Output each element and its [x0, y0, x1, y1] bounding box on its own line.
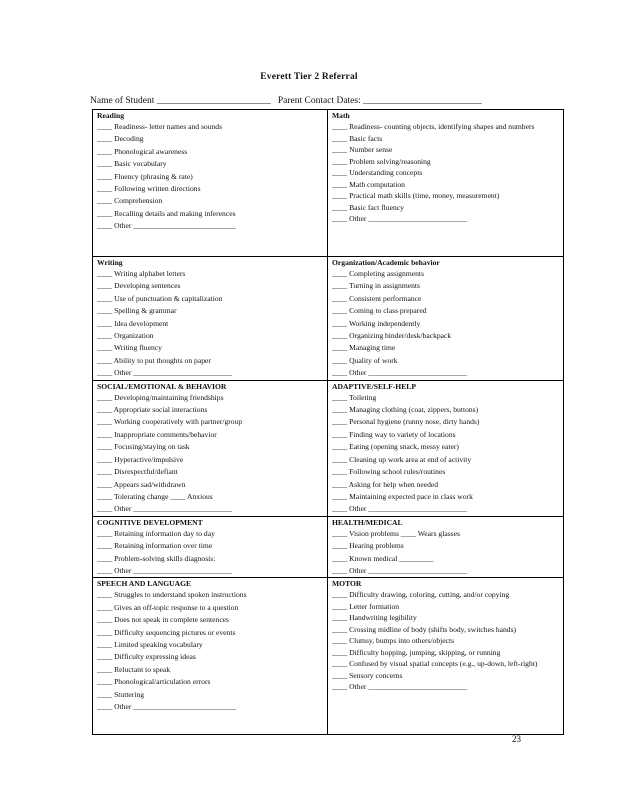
checklist-item[interactable]: ____ Disrespectful/defiant [97, 467, 178, 477]
checklist-item[interactable]: ____ Difficulty hopping, jumping, skipping, or running [332, 647, 501, 657]
checklist-item[interactable]: ____ Hyperactive/impulsive [97, 454, 184, 464]
checklist-item[interactable]: ____ Hearing problems [332, 541, 404, 551]
checklist-item[interactable]: ____ Personal hygiene (runny nose, dirty hands) [332, 417, 480, 427]
checklist-item[interactable]: ____ Does not speak in complete sentences [97, 615, 230, 625]
checklist-item[interactable]: ____ Other __________________________ [97, 368, 232, 378]
checklist-item[interactable]: ____ Organization [97, 331, 154, 341]
adaptive-self-help-section [328, 380, 564, 516]
checklist-item[interactable]: ____ Understanding concepts [332, 168, 423, 177]
cognitive-development-section [93, 516, 328, 578]
checklist-item[interactable]: ____ Problem-solving skills diagnosis: [97, 553, 216, 563]
checklist-item[interactable]: ____ Struggles to understand spoken instructions [97, 590, 247, 600]
checklist-item[interactable]: ____ Problem solving/reasoning [332, 156, 431, 166]
checklist-item[interactable]: ____ Phonological awareness [97, 146, 188, 156]
checklist-item[interactable]: ____ Maintaining expected pace in class work [332, 491, 473, 501]
checklist-item[interactable]: ____ Confused by visual spatial concepts (e.g., up-down, left-right) [332, 659, 538, 669]
checklist-item[interactable]: ____ Appears sad/withdrawn [97, 479, 186, 489]
checklist-item[interactable]: ____ Developing/maintaining friendships [97, 392, 224, 402]
checklist-item[interactable]: ____ Other ___________________________ [97, 221, 236, 231]
section-title: Organization/Academic behavior [332, 258, 440, 267]
section-title: MOTOR [332, 579, 362, 589]
checklist-item[interactable]: ____ Readiness- counting objects, identifying shapes and numbers [332, 122, 535, 131]
reading-section [93, 110, 328, 257]
checklist-item[interactable]: ____ Letter formation [332, 601, 400, 611]
checklist-item[interactable]: ____ Developing sentences [97, 281, 181, 291]
writing-section [93, 257, 328, 381]
checklist-item[interactable]: ____ Vision problems ____ Wears glasses [332, 528, 460, 538]
checklist-item[interactable]: ____ Reluctant to speak [97, 664, 171, 674]
checklist-item[interactable]: ____ Recalling details and making inferences [97, 208, 236, 218]
checklist-item[interactable]: ____ Clumsy, bumps into others/objects [332, 636, 455, 646]
checklist-item[interactable]: ____ Difficulty sequencing pictures or events [97, 627, 236, 637]
checklist-item[interactable]: ____ Other __________________________ [332, 504, 467, 514]
checklist-item[interactable]: ____ Organizing binder/desk/backpack [332, 331, 452, 341]
checklist-item[interactable]: ____ Basic fact fluency [332, 202, 404, 212]
motor-section [328, 578, 564, 735]
section-title: ADAPTIVE/SELF-HELP [332, 381, 416, 391]
checklist-item[interactable]: ____ Retaining information day to day [97, 528, 215, 538]
checklist-item[interactable]: ____ Eating (opening snack, messy eater) [332, 442, 459, 452]
checklist-item[interactable]: ____ Writing fluency [97, 343, 162, 353]
checklist-item[interactable]: ____ Following school rules/routines [332, 467, 446, 477]
checklist-item[interactable]: ____ Readiness- letter names and sounds [97, 122, 223, 131]
checklist-item[interactable]: ____ Phonological/articulation errors [97, 677, 211, 687]
checklist-item[interactable]: ____ Toileting [332, 392, 377, 402]
checklist-item[interactable]: ____ Other __________________________ [332, 565, 467, 575]
checklist-item[interactable]: ____ Basic vocabulary [97, 159, 167, 169]
checklist-item[interactable]: ____ Comprehension [97, 196, 163, 206]
checklist-item[interactable]: ____ Coming to class prepared [332, 306, 427, 316]
checklist-item[interactable]: ____ Crossing midline of body (shifts body, switches hands) [332, 624, 517, 634]
grid-row-3 [93, 380, 564, 516]
checklist-item[interactable]: ____ Math computation [332, 179, 405, 189]
grid-row-1 [93, 110, 564, 257]
checklist-item[interactable]: ____ Other ___________________________ [97, 702, 236, 711]
checklist-item[interactable]: ____ Turning in assignments [332, 281, 420, 291]
referral-grid [92, 109, 564, 735]
checklist-item[interactable]: ____ Practical math skills (time, money, measurement) [332, 191, 500, 200]
checklist-item[interactable]: ____ Handwriting legibility [332, 613, 417, 623]
grid-row-4 [93, 516, 564, 578]
checklist-item[interactable]: ____ Spelling & grammar [97, 306, 177, 316]
section-title: Reading [97, 111, 125, 120]
checklist-item[interactable]: ____ Ability to put thoughts on paper [97, 355, 211, 365]
checklist-item[interactable]: ____ Limited speaking vocabulary [97, 639, 203, 649]
checklist-item[interactable]: ____ Number sense [332, 145, 393, 154]
health-medical-section [328, 516, 564, 578]
checklist-item[interactable]: ____ Other __________________________ [97, 504, 232, 514]
checklist-item[interactable]: ____ Other __________________________ [332, 368, 467, 378]
social-emotional-section [93, 380, 328, 516]
checklist-item[interactable]: ____ Completing assignments [332, 269, 424, 278]
checklist-item[interactable]: ____ Stuttering [97, 689, 145, 699]
checklist-item[interactable]: ____ Retaining information over time [97, 541, 213, 551]
checklist-item[interactable]: ____ Other __________________________ [332, 682, 467, 692]
checklist-item[interactable]: ____ Known medical _________ [332, 553, 434, 563]
section-title: Math [332, 111, 350, 120]
checklist-item[interactable]: ____ Quality of work [332, 355, 398, 365]
checklist-item[interactable]: ____ Fluency (phrasing & rate) [97, 171, 193, 181]
parent-contact-dates-field[interactable]: Parent Contact Dates: _________________________ [277, 96, 482, 106]
checklist-item[interactable]: ____ Sensory concerns [332, 670, 403, 680]
checklist-item[interactable]: ____ Managing time [332, 343, 396, 353]
section-title: HEALTH/MEDICAL [332, 517, 403, 527]
checklist-item[interactable]: ____ Other __________________________ [97, 565, 232, 575]
checklist-item[interactable]: ____ Focusing/staying on task [97, 442, 190, 452]
checklist-item[interactable]: ____ Following written directions [97, 184, 201, 194]
page-number: 23 [512, 734, 521, 744]
section-title: COGNITIVE DEVELOPMENT [97, 517, 203, 527]
checklist-item[interactable]: ____ Working cooperatively with partner/group [97, 417, 243, 427]
checklist-item[interactable]: ____ Gives an off-topic response to a question [97, 602, 239, 612]
checklist-item[interactable]: ____ Cleaning up work area at end of activity [332, 454, 472, 464]
checklist-item[interactable]: ____ Tolerating change ____ Anxious [97, 491, 213, 501]
section-title: SPEECH AND LANGUAGE [97, 579, 192, 589]
checklist-item[interactable]: ____ Managing clothing (coat, zippers, buttons) [332, 405, 479, 415]
grid-row-2 [93, 257, 564, 381]
section-title: Writing [97, 258, 123, 267]
speech-language-section [93, 578, 328, 735]
checklist-item[interactable]: ____ Finding way to variety of locations [332, 429, 456, 439]
checklist-item[interactable]: ____ Difficulty drawing, coloring, cutting, and/or copying [332, 590, 510, 600]
header-line [90, 96, 560, 106]
form-title: Everett Tier 2 Referral [260, 72, 358, 82]
checklist-item[interactable]: ____ Use of punctuation & capitalization [97, 293, 223, 303]
checklist-item[interactable]: ____ Other __________________________ [332, 214, 467, 223]
section-title: SOCIAL/EMOTIONAL & BEHAVIOR [97, 381, 227, 391]
checklist-item[interactable]: ____ Idea development [97, 318, 169, 328]
checklist-item[interactable]: ____ Consistent performance [332, 293, 422, 303]
student-name-field[interactable]: Name of Student ________________________ [90, 96, 271, 106]
grid-row-5 [93, 578, 564, 735]
organization-section [328, 257, 564, 381]
math-section [328, 110, 564, 257]
checklist-item[interactable]: ____ Writing alphabet letters [97, 269, 186, 278]
checklist-item[interactable]: ____ Asking for help when needed [332, 479, 439, 489]
checklist-item[interactable]: ____ Working independently [332, 318, 421, 328]
checklist-item[interactable]: ____ Difficulty expressing ideas [97, 652, 196, 662]
checklist-item[interactable]: ____ Inappropriate comments/behavior [97, 429, 217, 439]
checklist-item[interactable]: ____ Decoding [97, 134, 144, 144]
checklist-item[interactable]: ____ Basic facts [332, 133, 383, 143]
checklist-item[interactable]: ____ Appropriate social interactions [97, 405, 208, 415]
